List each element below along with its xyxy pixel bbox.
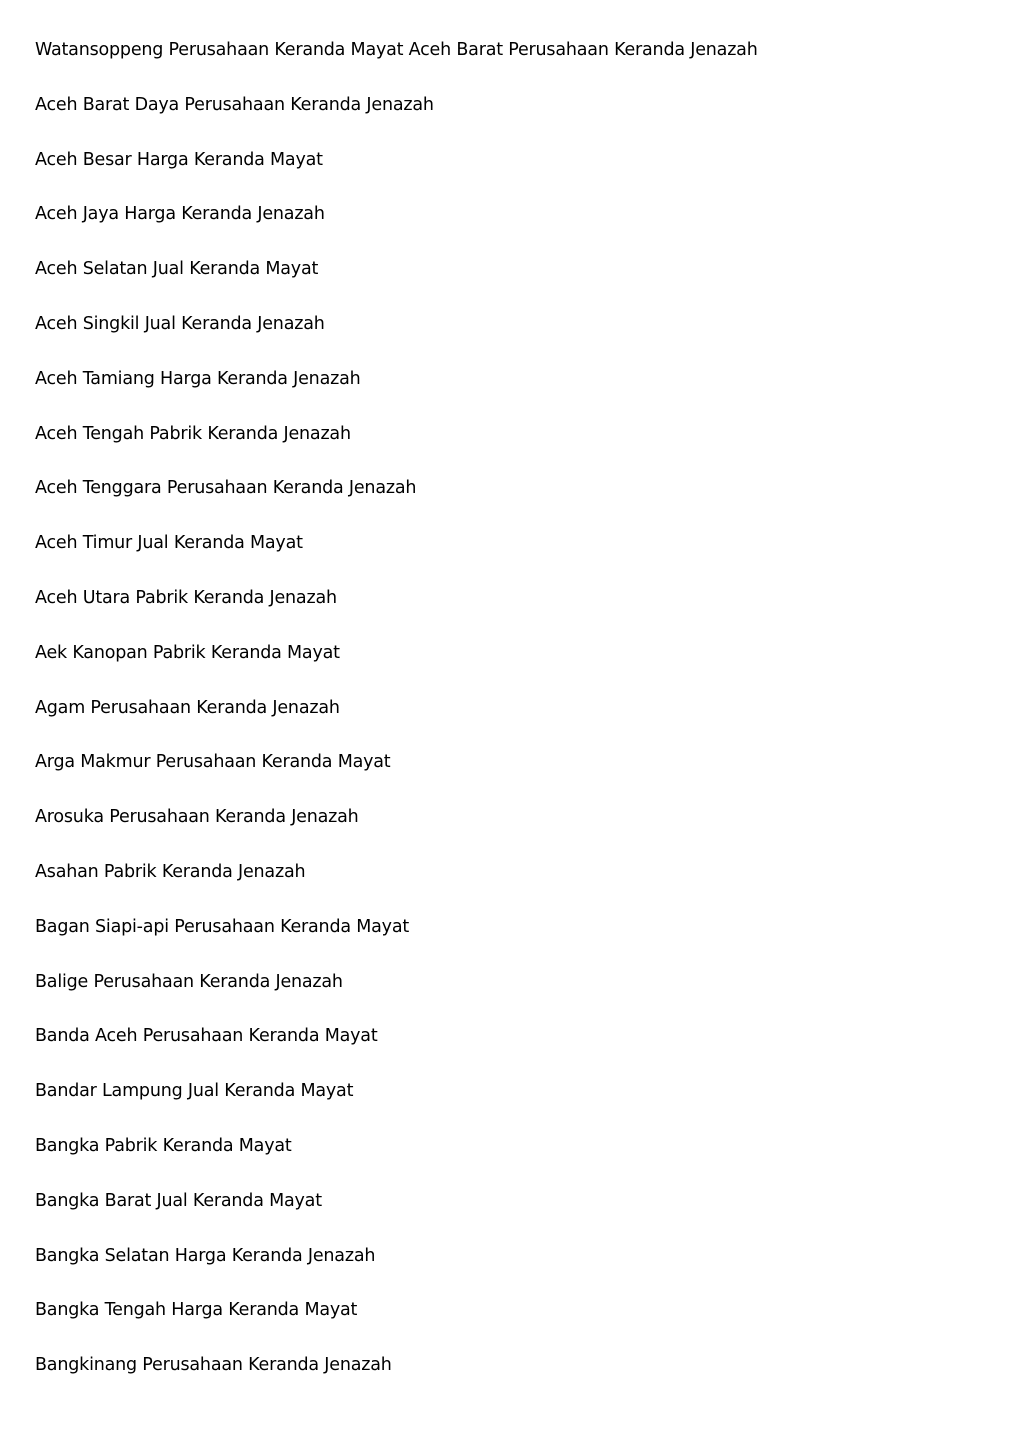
text-line: Aceh Tenggara Perusahaan Keranda Jenazah	[35, 478, 417, 499]
text-line: Agam Perusahaan Keranda Jenazah	[35, 697, 340, 718]
text-line: Aceh Besar Harga Keranda Mayat	[35, 149, 323, 170]
text-line: Arga Makmur Perusahaan Keranda Mayat	[35, 752, 391, 773]
text-line: Bangka Barat Jual Keranda Mayat	[35, 1190, 322, 1211]
text-line: Aceh Tengah Pabrik Keranda Jenazah	[35, 423, 351, 444]
text-line: Aceh Singkil Jual Keranda Jenazah	[35, 313, 325, 334]
text-line: Aceh Selatan Jual Keranda Mayat	[35, 259, 319, 280]
text-line: Banda Aceh Perusahaan Keranda Mayat	[35, 1026, 378, 1047]
text-line: Aceh Tamiang Harga Keranda Jenazah	[35, 368, 361, 389]
text-line-list	[35, 36, 758, 1406]
text-line: Balige Perusahaan Keranda Jenazah	[35, 971, 343, 992]
text-line: Aceh Utara Pabrik Keranda Jenazah	[35, 587, 337, 608]
text-line: Bangka Pabrik Keranda Mayat	[35, 1135, 292, 1156]
text-line: Bangka Selatan Harga Keranda Jenazah	[35, 1245, 376, 1266]
text-line: Aceh Jaya Harga Keranda Jenazah	[35, 204, 325, 225]
text-line: Bandar Lampung Jual Keranda Mayat	[35, 1081, 354, 1102]
text-line: Aceh Barat Daya Perusahaan Keranda Jenazah	[35, 94, 434, 115]
text-line: Arosuka Perusahaan Keranda Jenazah	[35, 807, 359, 828]
text-line: Watansoppeng Perusahaan Keranda Mayat Aceh Barat Perusahaan Keranda Jenazah	[35, 40, 758, 60]
text-line: Asahan Pabrik Keranda Jenazah	[35, 861, 306, 882]
text-line: Bangkinang Perusahaan Keranda Jenazah	[35, 1355, 392, 1376]
text-line: Aceh Timur Jual Keranda Mayat	[35, 533, 303, 554]
text-line: Aek Kanopan Pabrik Keranda Mayat	[35, 642, 340, 663]
text-line: Bangka Tengah Harga Keranda Mayat	[35, 1300, 358, 1321]
text-line: Bagan Siapi-api Perusahaan Keranda Mayat	[35, 916, 410, 937]
